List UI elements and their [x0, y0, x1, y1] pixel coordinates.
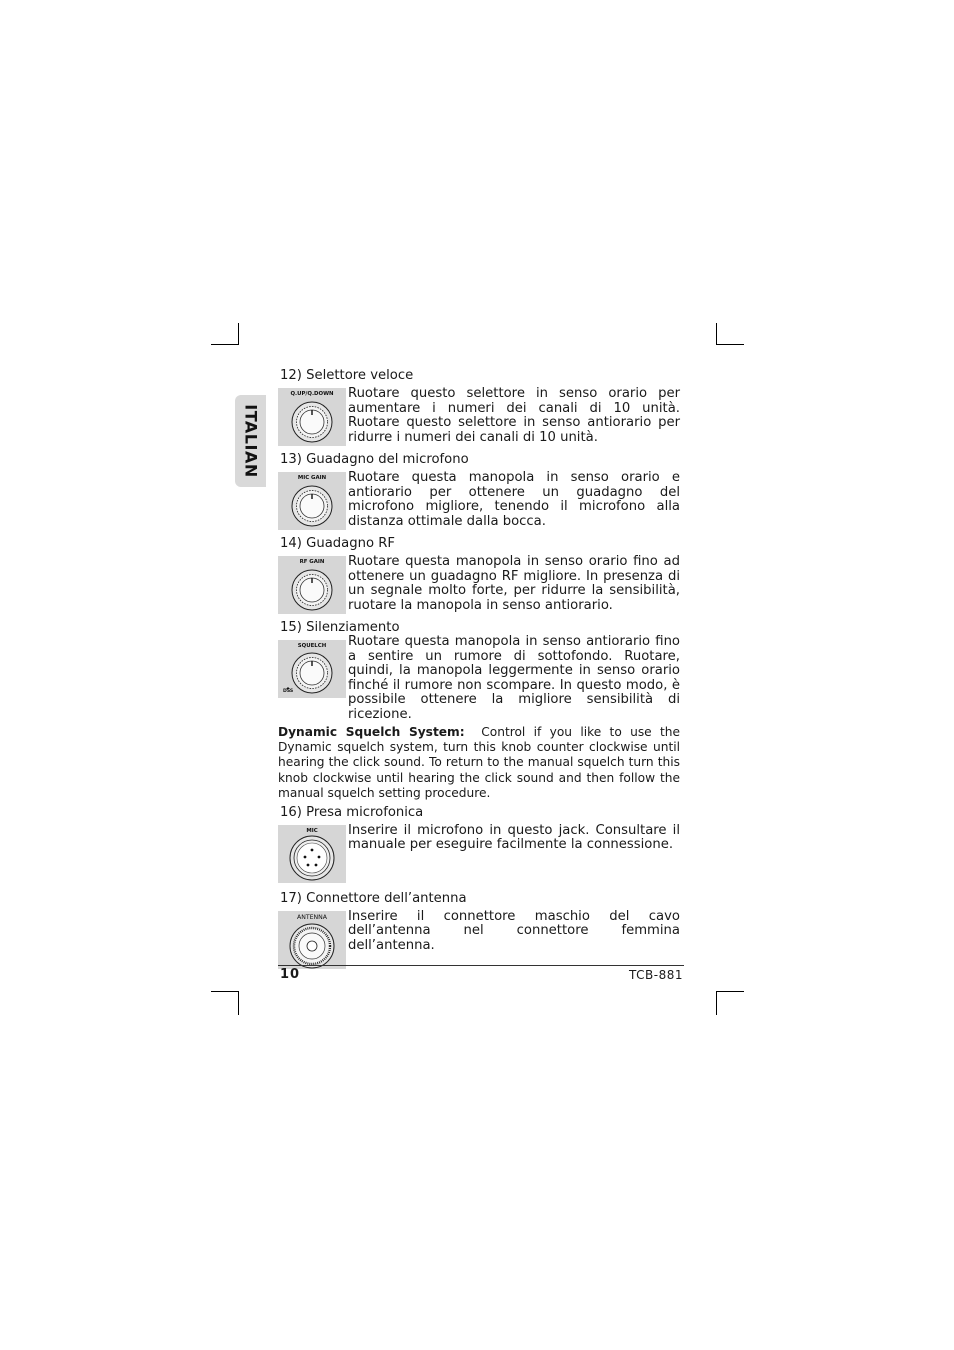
footer-divider	[278, 965, 684, 966]
model-name: TCB-881	[629, 968, 683, 982]
section-item	[278, 555, 680, 614]
dss-note-label: Dynamic Squelch System:	[278, 724, 465, 739]
rotary-knob-icon	[278, 556, 346, 614]
section-heading: 12) Selettore veloce	[280, 368, 414, 383]
section-description: Inserire il microfono in questo jack. Consultare il manuale per eseguire facilmente la connessione.	[348, 822, 680, 853]
crop-mark	[716, 323, 717, 345]
control-label: Q.UP/Q.DOWN	[290, 391, 334, 397]
crop-mark	[211, 344, 239, 345]
control-label: SQUELCH	[297, 643, 327, 649]
section-description: Ruotare questa manopola in senso orario e antiorario per ottenere un guadagno del microfono migliore, tenendo il microfono alla distanza ottimale dalla bocca.	[348, 470, 680, 529]
section-heading: 15) Silenziamento	[280, 620, 400, 635]
section-description: Ruotare questa manopola in senso antiorario fino a sentire un rumore di sottofondo. Ruotare, quindi, la manopola leggermente in senso orario finché il rumore non scompare. In questo modo, è possibile ottenere la migliore sensibilità di ricezione.	[348, 634, 680, 722]
control-label: RF GAIN	[299, 559, 325, 565]
control-illustration	[278, 388, 346, 446]
crop-mark	[211, 991, 239, 992]
control-illustration	[278, 911, 346, 969]
rotary-knob-icon	[278, 388, 346, 446]
control-illustration	[278, 556, 346, 614]
control-label: ANTENNA	[296, 913, 328, 921]
crop-mark	[716, 991, 717, 1015]
mic-jack-icon	[278, 825, 346, 883]
section-description: Ruotare questo selettore in senso orario per aumentare i numeri dei canali di 10 unità. Ruotare questo selettore in senso antiorario per ridurre i numeri dei canali di 10 unità.	[348, 386, 680, 445]
page-number: 10	[280, 967, 301, 982]
control-sublabel: DSS	[283, 689, 294, 694]
section-heading: 17) Connettore dell’antenna	[280, 890, 467, 906]
section-item	[278, 824, 680, 883]
control-label: MIC	[306, 827, 318, 834]
crop-mark	[716, 344, 744, 345]
section-item	[278, 910, 680, 969]
dss-note-text: Control if you like to use the Dynamic squelch system, turn this knob counter clockwise until hearing the click sound. To return to the manual squelch turn this knob clockwise until hearing the click sound and then follow the manual squelch setting procedure.	[278, 724, 680, 801]
rotary-knob-icon	[278, 472, 346, 530]
language-side-tab	[235, 395, 266, 487]
crop-mark	[238, 991, 239, 1015]
dss-note	[278, 725, 680, 802]
control-illustration	[278, 640, 346, 698]
control-illustration	[278, 825, 346, 883]
page-content	[278, 368, 680, 975]
section-heading: 16) Presa microfonica	[280, 804, 424, 820]
section-heading: 14) Guadagno RF	[280, 536, 395, 551]
crop-mark	[716, 991, 744, 992]
section-item	[278, 471, 680, 530]
control-illustration	[278, 472, 346, 530]
section-item	[278, 387, 680, 446]
crop-mark	[238, 323, 239, 345]
section-heading: 13) Guadagno del microfono	[280, 452, 469, 467]
antenna-connector-icon	[278, 911, 346, 969]
section-item	[278, 634, 680, 723]
language-label: ITALIAN	[241, 404, 260, 478]
section-description: Ruotare questa manopola in senso orario fino ad ottenere un guadagno RF migliore. In presenza di un segnale molto forte, per ridurre la sensibilità, ruotare la manopola in senso antiorario.	[348, 554, 680, 613]
section-description: Inserire il connettore maschio del cavo dell’antenna nel connettore femmina dell’antenna.	[348, 908, 680, 953]
control-label: MIC GAIN	[297, 475, 327, 481]
